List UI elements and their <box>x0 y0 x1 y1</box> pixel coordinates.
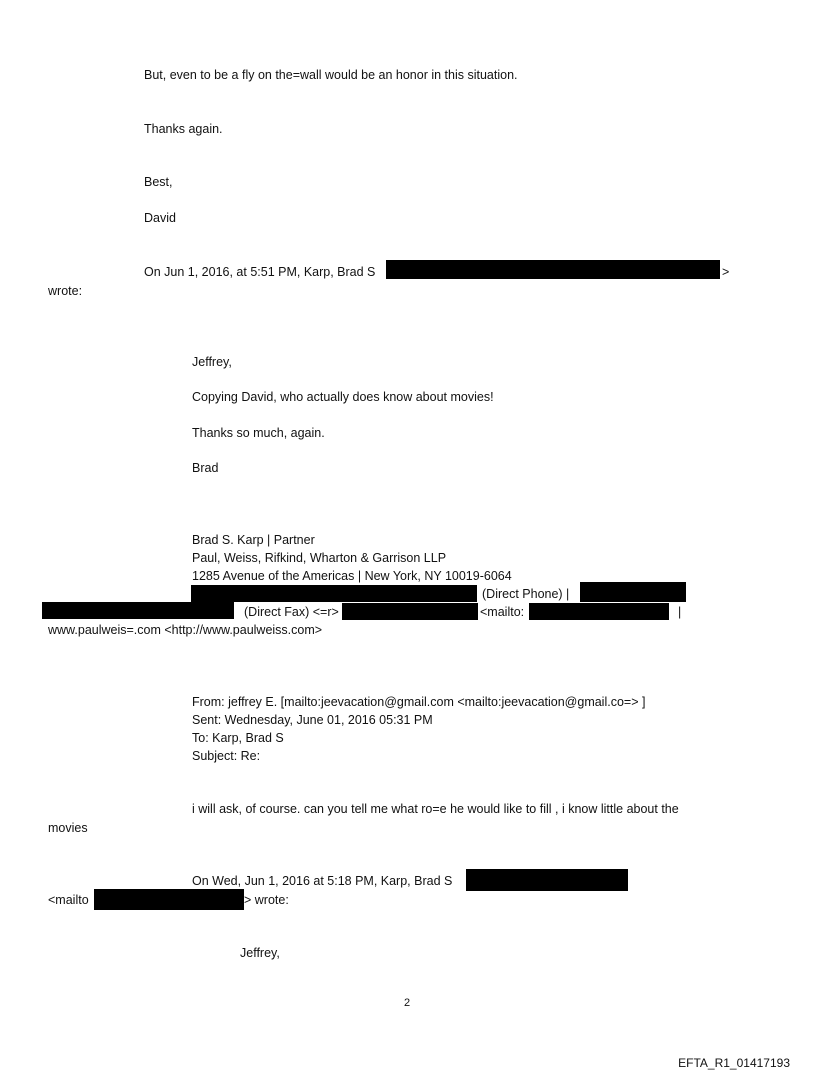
quote2-wrote: > wrote: <box>244 893 289 907</box>
redaction-bar <box>94 889 244 910</box>
redaction-bar <box>580 582 686 602</box>
quote2-header: On Wed, Jun 1, 2016 at 5:18 PM, Karp, Brad S <box>192 874 453 888</box>
redaction-bar <box>191 585 477 602</box>
signoff-best: Best, <box>144 175 173 189</box>
greeting-jeffrey: Jeffrey, <box>192 355 232 369</box>
signature-mailto: <mailto: <box>480 605 525 619</box>
quote2-mailto: <mailto <box>48 893 89 907</box>
body-line-thanks-so-much: Thanks so much, again. <box>192 426 325 440</box>
signature-direct-fax: (Direct Fax) <=r> <box>244 605 339 619</box>
signature-direct-phone: (Direct Phone) | <box>482 587 570 601</box>
signature-firm: Paul, Weiss, Rifkind, Wharton & Garrison LLP <box>192 551 447 565</box>
redaction-bar <box>342 603 478 620</box>
bates-stamp: EFTA_R1_01417193 <box>678 1056 790 1070</box>
redaction-bar <box>42 602 234 619</box>
signoff-name-brad: Brad <box>192 461 219 475</box>
header-subject: Subject: Re: <box>192 749 261 763</box>
signature-address: 1285 Avenue of the Americas | New York, NY 10019-6064 <box>192 569 512 583</box>
greeting-jeffrey-quoted: Jeffrey, <box>240 946 280 960</box>
body-line-ask: i will ask, of course. can you tell me what ro=e he would like to fill , i know little about the <box>192 802 679 816</box>
signature-website: www.paulweis=.com <http://www.paulweiss.com> <box>48 623 323 637</box>
quote1-wrote: wrote: <box>48 284 83 298</box>
header-to: To: Karp, Brad S <box>192 731 284 745</box>
body-line-copying: Copying David, who actually does know about movies! <box>192 390 494 404</box>
redaction-bar <box>386 260 720 279</box>
page-number: 2 <box>404 997 411 1009</box>
signature-separator: | <box>678 605 682 619</box>
body-line-movies: movies <box>48 821 88 835</box>
quote1-header: On Jun 1, 2016, at 5:51 PM, Karp, Brad S <box>144 265 376 279</box>
redaction-bar <box>529 603 669 620</box>
body-line-fly-on-wall: But, even to be a fly on the=wall would be an honor in this situation. <box>144 68 518 82</box>
header-sent: Sent: Wednesday, June 01, 2016 05:31 PM <box>192 713 433 727</box>
redaction-bar <box>466 869 628 891</box>
header-from: From: jeffrey E. [mailto:jeevacation@gmail.com <mailto:jeevacation@gmail.co=> ] <box>192 695 646 709</box>
signature-name: Brad S. Karp | Partner <box>192 533 315 547</box>
quote1-header-close: > <box>722 265 730 279</box>
signoff-name-david: David <box>144 211 176 225</box>
body-line-thanks-again: Thanks again. <box>144 122 223 136</box>
